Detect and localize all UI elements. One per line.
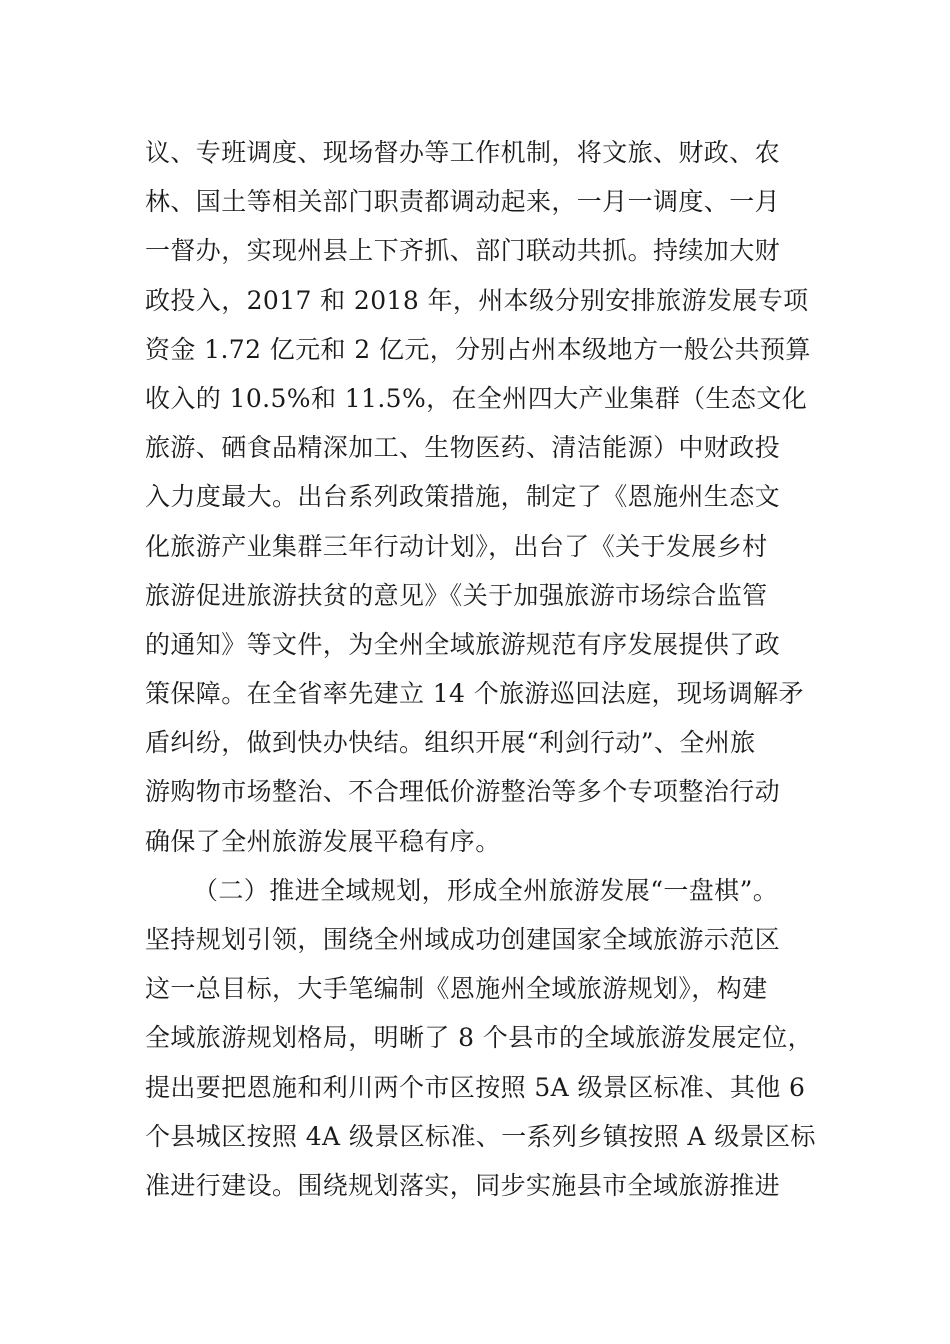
text-line: 个县城区按照 4A 级景区标准、一系列乡镇按照 A 级景区标	[145, 1121, 816, 1151]
text-line: 确保了全州旅游发展平稳有序。	[145, 826, 501, 856]
text-line: 政投入，2017 和 2018 年，州本级分别安排旅游发展专项	[145, 285, 809, 315]
body-text	[145, 128, 816, 1210]
text-line: 旅游、硒食品精深加工、生物医药、清洁能源）中财政投	[145, 433, 781, 463]
text-line: 盾纠纷，做到快办快结。组织开展“利剑行动”、全州旅	[145, 728, 756, 758]
text-line: 收入的 10.5%和 11.5%，在全州四大产业集群（生态文化	[145, 383, 808, 413]
text-line: 策保障。在全省率先建立 14 个旅游巡回法庭，现场调解矛	[145, 679, 804, 709]
text-line: 准进行建设。围绕规划落实，同步实施县市全域旅游推进	[145, 1170, 781, 1200]
text-line: 化旅游产业集群三年行动计划》，出台了《关于发展乡村	[145, 531, 768, 561]
text-line: 游购物市场整治、不合理低价游整治等多个专项整治行动	[145, 777, 781, 807]
text-line: 一督办，实现州县上下齐抓、部门联动共抓。持续加大财	[145, 236, 781, 266]
section-heading: （二）推进全域规划，形成全州旅游发展“一盘棋”。	[193, 875, 779, 905]
text-line: 提出要把恩施和利川两个市区按照 5A 级景区标准、其他 6	[145, 1072, 806, 1102]
text-line: 议、专班调度、现场督办等工作机制，将文旅、财政、农	[145, 138, 781, 167]
text-line: 林、国土等相关部门职责都调动起来，一月一调度、一月	[145, 187, 781, 217]
text-line: 全域旅游规划格局，明晰了 8 个县市的全域旅游发展定位，	[145, 1023, 814, 1053]
text-line: 的通知》等文件，为全州全域旅游规范有序发展提供了政	[145, 629, 781, 659]
text-line: 入力度最大。出台系列政策措施，制定了《恩施州生态文	[145, 482, 781, 512]
text-line: 资金 1.72 亿元和 2 亿元，分别占州本级地方一般公共预算	[145, 334, 811, 364]
text-line: 旅游促进旅游扶贫的意见》《关于加强旅游市场综合监管	[145, 580, 768, 610]
text-line: 这一总目标，大手笔编制《恩施州全域旅游规划》，构建	[145, 974, 768, 1004]
text-line: 坚持规划引领，围绕全州域成功创建国家全域旅游示范区	[145, 925, 781, 954]
